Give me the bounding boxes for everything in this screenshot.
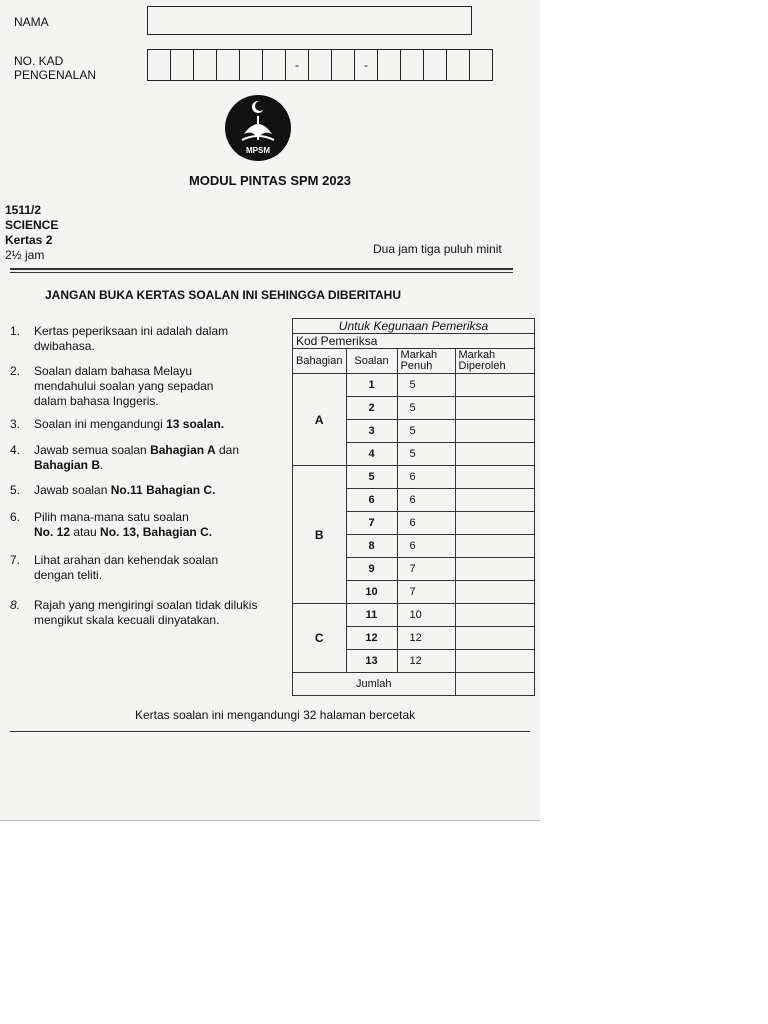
ic-label-line2: PENGENALAN <box>14 68 97 82</box>
ic-digit-box[interactable] <box>424 50 447 80</box>
question-number: 5 <box>346 466 397 489</box>
instruction-text: Lihat arahan dan kehendak soalan dengan teliti. <box>34 553 219 582</box>
instruction-text <box>34 483 280 498</box>
instruction-text-part: Jawab semua soalan <box>34 443 151 457</box>
instruction-number: 7. <box>10 553 21 567</box>
question-number: 11 <box>346 604 397 627</box>
marks-obtained-field[interactable] <box>455 581 535 604</box>
ic-digit-box[interactable]: - <box>286 50 309 80</box>
ic-digit-box[interactable] <box>171 50 194 80</box>
instruction-text: Rajah yang mengiringi soalan tidak dilukis mengikut skala kecuali dinyatakan. <box>34 598 258 627</box>
ic-digit-box[interactable] <box>309 50 332 80</box>
instruction-2 <box>10 364 280 409</box>
instruction-text-part: Jawab soalan <box>34 483 111 497</box>
question-number: 7 <box>346 512 397 535</box>
ic-digit-box[interactable] <box>401 50 424 80</box>
ic-label <box>14 54 96 82</box>
page-title: MODUL PINTAS SPM 2023 <box>188 173 352 188</box>
full-marks: 10 <box>397 604 455 627</box>
instruction-number: 6. <box>10 510 21 524</box>
full-marks: 12 <box>397 627 455 650</box>
instruction-text: Soalan dalam bahasa Melayu mendahului soalan yang sepadan dalam bahasa Inggeris. <box>34 364 214 408</box>
instruction-1 <box>10 324 280 354</box>
full-marks: 5 <box>397 374 455 397</box>
instruction-number: 1. <box>10 324 21 338</box>
instruction-5 <box>10 483 280 498</box>
marks-obtained-field[interactable] <box>455 489 535 512</box>
marks-obtained-field[interactable] <box>455 535 535 558</box>
question-number: 2 <box>346 397 397 420</box>
marks-obtained-field[interactable] <box>455 558 535 581</box>
marks-obtained-field[interactable] <box>455 443 535 466</box>
marks-obtained-field[interactable] <box>455 420 535 443</box>
mpsm-emblem-icon <box>224 94 292 162</box>
page-count-note: Kertas soalan ini mengandungi 32 halaman bercetak <box>135 708 416 722</box>
table-row <box>293 374 535 397</box>
marks-obtained-field[interactable] <box>455 604 535 627</box>
divider <box>10 268 513 270</box>
footer-divider <box>10 731 530 732</box>
paper-duration-long: Dua jam tiga puluh minit <box>373 242 502 256</box>
instruction-text-part: dan <box>215 443 240 457</box>
instruction-number: 2. <box>10 364 21 378</box>
ic-digit-box[interactable]: - <box>355 50 378 80</box>
column-header: Markah Diperoleh <box>455 349 535 374</box>
instruction-text-bold: Bahagian A <box>150 443 216 457</box>
table-row <box>293 466 535 489</box>
examiner-marks-table <box>292 318 535 696</box>
instruction-text-part: Pilih mana-mana satu soalan <box>34 510 189 524</box>
marks-obtained-field[interactable] <box>455 397 535 420</box>
section-label: B <box>293 466 347 604</box>
paper-subject: SCIENCE <box>5 218 59 232</box>
paper-duration-short: 2½ jam <box>5 248 45 262</box>
ic-digit-box[interactable] <box>240 50 263 80</box>
nama-field[interactable] <box>147 6 472 35</box>
instruction-3 <box>10 417 280 432</box>
mpsm-logo <box>224 94 292 162</box>
full-marks: 5 <box>397 420 455 443</box>
question-number: 12 <box>346 627 397 650</box>
table-title: Untuk Kegunaan Pemeriksa <box>293 319 535 334</box>
instruction-number: 8. <box>10 598 21 612</box>
full-marks: 5 <box>397 397 455 420</box>
table-header-row <box>293 349 535 374</box>
section-label: C <box>293 604 347 673</box>
marks-obtained-field[interactable] <box>455 374 535 397</box>
instruction-6 <box>10 510 280 540</box>
marks-obtained-field[interactable] <box>455 466 535 489</box>
marks-obtained-field[interactable] <box>455 650 535 673</box>
instruction-text <box>34 443 280 473</box>
question-number: 3 <box>346 420 397 443</box>
full-marks: 6 <box>397 489 455 512</box>
question-number: 1 <box>346 374 397 397</box>
total-label: Jumlah <box>293 673 456 696</box>
ic-digit-box[interactable] <box>332 50 355 80</box>
ic-digit-box[interactable] <box>470 50 492 80</box>
ic-digit-box[interactable] <box>263 50 286 80</box>
instruction-text <box>34 417 280 432</box>
instruction-text <box>34 510 280 540</box>
question-number: 9 <box>346 558 397 581</box>
instruction-text-bold: No. 12 <box>34 525 71 539</box>
instruction-7 <box>10 553 280 583</box>
full-marks: 6 <box>397 466 455 489</box>
paper-code: 1511/2 <box>5 203 42 217</box>
instruction-text-bold: Bahagian B <box>34 458 101 472</box>
ic-digit-box[interactable] <box>194 50 217 80</box>
column-header: Soalan <box>346 349 397 374</box>
instruction-text-bold: 13 soalan. <box>166 417 225 431</box>
marks-obtained-field[interactable] <box>455 627 535 650</box>
instruction-text-part: . <box>100 458 104 472</box>
instruction-text-bold: No. 13, Bahagian C. <box>100 525 213 539</box>
full-marks: 6 <box>397 512 455 535</box>
instruction-4 <box>10 443 280 473</box>
table-row <box>293 604 535 627</box>
total-marks-field[interactable] <box>455 673 535 696</box>
full-marks: 7 <box>397 558 455 581</box>
question-number: 8 <box>346 535 397 558</box>
full-marks: 5 <box>397 443 455 466</box>
ic-digit-box[interactable] <box>217 50 240 80</box>
ic-number-field[interactable] <box>147 49 493 81</box>
logo-text: MPSM <box>246 146 270 155</box>
full-marks: 12 <box>397 650 455 673</box>
instruction-8 <box>10 598 280 628</box>
question-number: 4 <box>346 443 397 466</box>
full-marks: 6 <box>397 535 455 558</box>
instruction-text-part: atau <box>70 525 101 539</box>
instruction-number: 3. <box>10 417 21 431</box>
instruction-number: 5. <box>10 483 21 497</box>
full-marks: 7 <box>397 581 455 604</box>
kod-pemeriksa-label: Kod Pemeriksa <box>293 334 535 349</box>
marks-obtained-field[interactable] <box>455 512 535 535</box>
instruction-text-part: Soalan ini mengandungi <box>34 417 167 431</box>
paper-info <box>5 203 58 263</box>
column-header: Bahagian <box>293 349 347 374</box>
ic-digit-box[interactable] <box>447 50 470 80</box>
instruction-text-bold: No.11 Bahagian C. <box>110 483 216 497</box>
kod-row <box>293 334 535 349</box>
question-number: 10 <box>346 581 397 604</box>
paper-number: Kertas 2 <box>5 233 53 247</box>
table-title-row <box>293 319 535 334</box>
ic-digit-box[interactable] <box>148 50 171 80</box>
warning-text: JANGAN BUKA KERTAS SOALAN INI SEHINGGA DIBERITAHU <box>45 288 402 302</box>
question-number: 13 <box>346 650 397 673</box>
question-number: 6 <box>346 489 397 512</box>
ic-digit-box[interactable] <box>378 50 401 80</box>
total-row <box>293 673 535 696</box>
instruction-number: 4. <box>10 443 21 457</box>
scan-edge <box>0 820 540 821</box>
section-label: A <box>293 374 347 466</box>
ic-label-line1: NO. KAD <box>14 54 64 68</box>
divider <box>10 272 513 273</box>
instruction-text: Kertas peperiksaan ini adalah dalam dwibahasa. <box>34 324 229 353</box>
nama-label: NAMA <box>14 15 49 29</box>
column-header: Markah Penuh <box>397 349 455 374</box>
